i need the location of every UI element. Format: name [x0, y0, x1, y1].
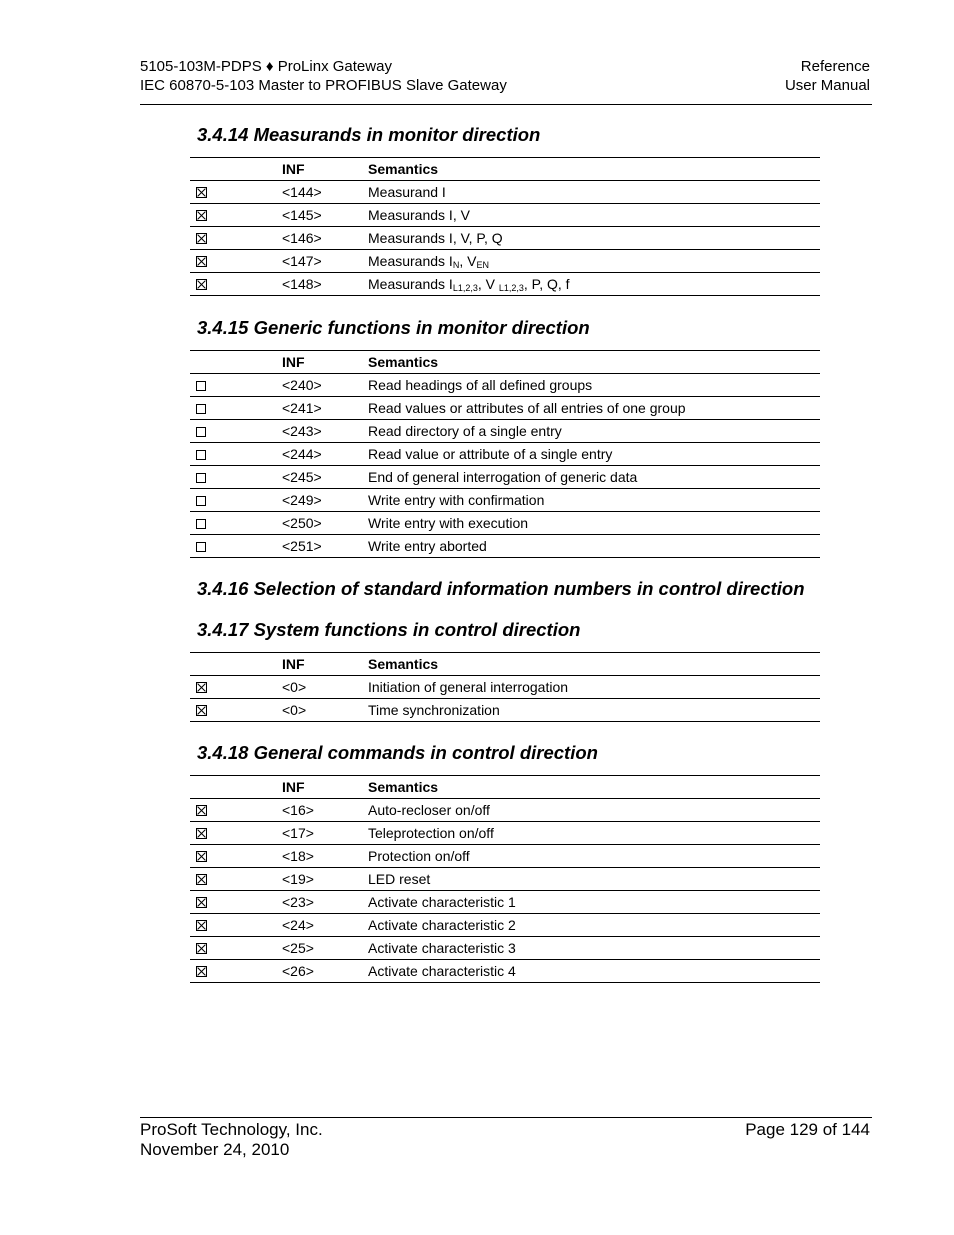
semantics-text: Measurands I [368, 275, 453, 292]
checked-box-icon [196, 233, 207, 244]
table-row [190, 512, 820, 535]
checked-box-icon [196, 210, 207, 221]
checked-box-icon [196, 943, 207, 954]
section-title-3-4-17: 3.4.17 System functions in control direction [197, 619, 581, 640]
subscript-text: L1,2,3 [498, 282, 524, 293]
semantics-cell [368, 250, 820, 273]
semantics-text: Teleprotection on/off [368, 825, 494, 841]
table-row [190, 676, 820, 699]
header-left [140, 57, 507, 95]
semantics-cell [368, 822, 820, 845]
unchecked-box-icon [196, 473, 206, 483]
semantics-cell [368, 937, 820, 960]
semantics-text: End of general interrogation of generic data [368, 469, 638, 485]
header-divider [140, 104, 872, 105]
semantics-cell [368, 489, 820, 512]
semantics-cell [368, 676, 820, 699]
semantics-cell [368, 181, 820, 204]
checked-box-icon [196, 966, 207, 977]
header-right-line1: Reference [800, 58, 870, 75]
section-title-3-4-16: 3.4.16 Selection of standard information numbers in control direction [197, 578, 805, 599]
footer-company: ProSoft Technology, Inc. [140, 1120, 323, 1139]
semantics-text: Auto-recloser on/off [368, 802, 490, 818]
inf-cell: <16> [282, 799, 368, 822]
inf-cell: <148> [282, 273, 368, 296]
checked-box-icon [196, 874, 207, 885]
subscript-text: N [452, 259, 460, 270]
header-right [785, 57, 870, 95]
checked-box-icon [196, 256, 207, 267]
inf-cell: <25> [282, 937, 368, 960]
footer-divider [140, 1117, 872, 1118]
semantics-cell [368, 535, 820, 558]
table-header-row [190, 776, 820, 799]
table-row [190, 822, 820, 845]
inf-cell: <147> [282, 250, 368, 273]
unchecked-box-icon [196, 450, 206, 460]
semantics-cell [368, 512, 820, 535]
table-row [190, 397, 820, 420]
section-title-3-4-18: 3.4.18 General commands in control direction [197, 742, 598, 763]
semantics-text: Read values or attributes of all entries of one group [368, 400, 686, 416]
semantics-cell [368, 868, 820, 891]
table-generic-functions [190, 350, 820, 558]
col-inf-header: INF [282, 776, 368, 799]
col-semantics-header: Semantics [368, 776, 820, 799]
col-inf-header: INF [282, 653, 368, 676]
unchecked-box-icon [196, 519, 206, 529]
semantics-text: Read headings of all defined groups [368, 377, 593, 393]
checked-box-icon [196, 705, 207, 716]
unchecked-box-icon [196, 381, 206, 391]
unchecked-box-icon [196, 496, 206, 506]
inf-cell: <144> [282, 181, 368, 204]
table-row [190, 273, 820, 296]
semantics-text: Read directory of a single entry [368, 423, 562, 439]
semantics-text: Time synchronization [368, 702, 500, 718]
table-general-commands [190, 775, 820, 983]
table-header-row [190, 351, 820, 374]
semantics-cell [368, 443, 820, 466]
checked-box-icon [196, 851, 207, 862]
table-row [190, 868, 820, 891]
inf-cell: <0> [282, 699, 368, 722]
table-header-row [190, 158, 820, 181]
col-semantics-header: Semantics [368, 653, 820, 676]
col-semantics-header: Semantics [368, 351, 820, 374]
semantics-cell [368, 891, 820, 914]
footer-page-number: Page 129 of 144 [745, 1120, 870, 1139]
footer-date: November 24, 2010 [140, 1140, 290, 1159]
inf-cell: <243> [282, 420, 368, 443]
table-row [190, 535, 820, 558]
section-title-3-4-14: 3.4.14 Measurands in monitor direction [197, 124, 541, 145]
inf-cell: <244> [282, 443, 368, 466]
semantics-text: Activate characteristic 2 [368, 917, 516, 933]
semantics-cell [368, 914, 820, 937]
inf-cell: <145> [282, 204, 368, 227]
inf-cell: <245> [282, 466, 368, 489]
checked-box-icon [196, 920, 207, 931]
inf-cell: <249> [282, 489, 368, 512]
inf-cell: <251> [282, 535, 368, 558]
col-semantics-header: Semantics [368, 158, 820, 181]
semantics-text: Initiation of general interrogation [368, 679, 569, 695]
table-row [190, 181, 820, 204]
semantics-text: Measurand I [368, 184, 446, 200]
table-row [190, 374, 820, 397]
unchecked-box-icon [196, 404, 206, 414]
table-measurands [190, 157, 820, 296]
semantics-cell [368, 397, 820, 420]
table-row [190, 466, 820, 489]
semantics-text: Write entry aborted [368, 538, 487, 554]
semantics-text: Measurands I, V [368, 207, 470, 223]
table-row [190, 799, 820, 822]
subscript-text: EN [476, 259, 489, 270]
inf-cell: <250> [282, 512, 368, 535]
semantics-cell [368, 466, 820, 489]
semantics-cell [368, 227, 820, 250]
semantics-text: Measurands I [368, 252, 453, 269]
semantics-cell [368, 960, 820, 983]
semantics-cell [368, 799, 820, 822]
table-row [190, 845, 820, 868]
semantics-text: Write entry with confirmation [368, 492, 545, 508]
table-header-row [190, 653, 820, 676]
table-row [190, 250, 820, 273]
inf-cell: <241> [282, 397, 368, 420]
col-inf-header: INF [282, 351, 368, 374]
checked-box-icon [196, 897, 207, 908]
checked-box-icon [196, 682, 207, 693]
table-row [190, 227, 820, 250]
table-row [190, 420, 820, 443]
semantics-text: Read value or attribute of a single entry [368, 446, 613, 462]
semantics-cell [368, 699, 820, 722]
footer-left [140, 1120, 323, 1160]
semantics-cell [368, 204, 820, 227]
table-row [190, 489, 820, 512]
semantics-cell [368, 273, 820, 296]
inf-cell: <240> [282, 374, 368, 397]
semantics-text: , V [477, 275, 499, 292]
semantics-cell [368, 420, 820, 443]
semantics-text: Write entry with execution [368, 515, 529, 531]
table-row [190, 443, 820, 466]
semantics-text: Measurands I, V, P, Q [368, 230, 503, 246]
table-row [190, 960, 820, 983]
checked-box-icon [196, 279, 207, 290]
inf-cell: <17> [282, 822, 368, 845]
semantics-text: Activate characteristic 1 [368, 894, 516, 910]
table-row [190, 914, 820, 937]
col-inf-header: INF [282, 158, 368, 181]
checked-box-icon [196, 828, 207, 839]
header-doc-line2: IEC 60870-5-103 Master to PROFIBUS Slave Gateway [140, 77, 507, 94]
section-title-3-4-15: 3.4.15 Generic functions in monitor direction [197, 317, 590, 338]
table-row [190, 204, 820, 227]
subscript-text: L1,2,3 [452, 282, 478, 293]
header-doc-line1: 5105-103M-PDPS ♦ ProLinx Gateway [140, 58, 392, 75]
table-row [190, 699, 820, 722]
table-row [190, 937, 820, 960]
inf-cell: <18> [282, 845, 368, 868]
semantics-cell [368, 374, 820, 397]
inf-cell: <26> [282, 960, 368, 983]
inf-cell: <19> [282, 868, 368, 891]
semantics-text: Activate characteristic 3 [368, 940, 516, 956]
inf-cell: <0> [282, 676, 368, 699]
inf-cell: <24> [282, 914, 368, 937]
semantics-text: , P, Q, f [523, 275, 570, 292]
unchecked-box-icon [196, 427, 206, 437]
checked-box-icon [196, 187, 207, 198]
semantics-cell [368, 845, 820, 868]
inf-cell: <23> [282, 891, 368, 914]
semantics-text: Activate characteristic 4 [368, 963, 516, 979]
checked-box-icon [196, 805, 207, 816]
header-right-line2: User Manual [784, 77, 870, 94]
semantics-text: LED reset [368, 871, 431, 887]
table-row [190, 891, 820, 914]
inf-cell: <146> [282, 227, 368, 250]
unchecked-box-icon [196, 542, 206, 552]
semantics-text: , V [459, 252, 477, 269]
table-system-functions [190, 652, 820, 722]
semantics-text: Protection on/off [368, 848, 470, 864]
